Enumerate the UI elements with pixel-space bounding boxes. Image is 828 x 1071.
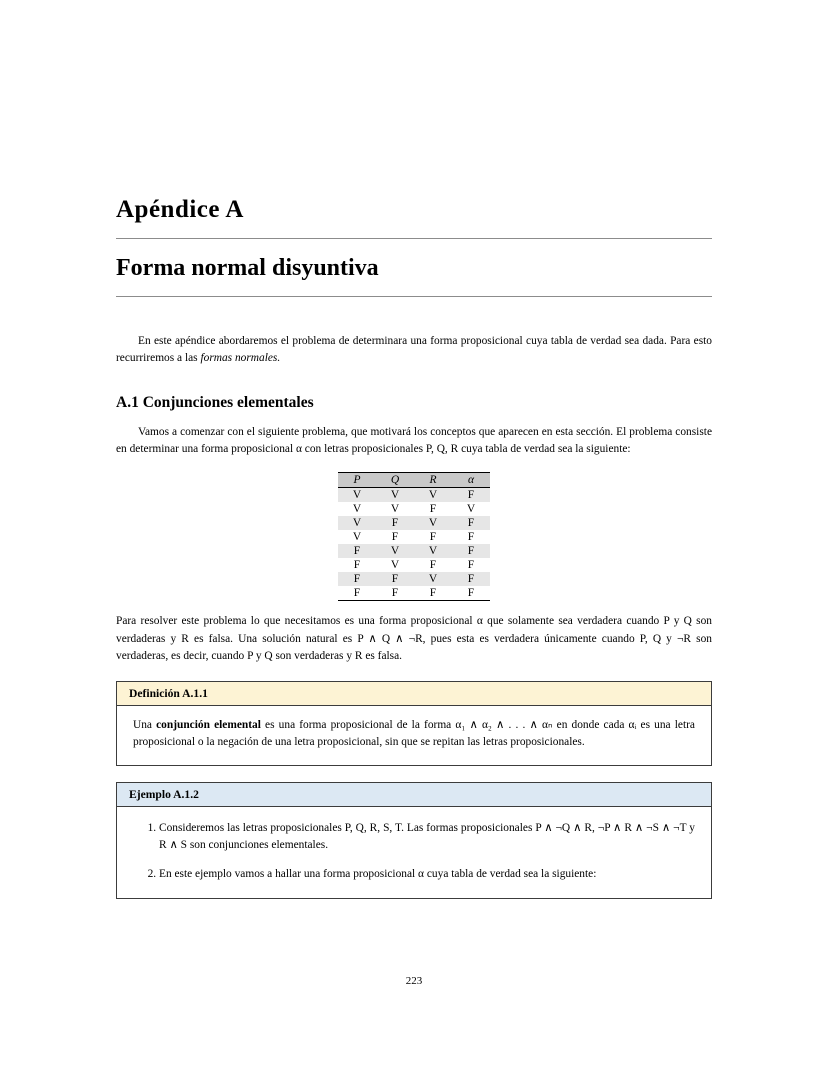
- definition-box-body: [117, 706, 711, 764]
- truth-cell: F: [376, 516, 414, 530]
- chapter-title: Forma normal disyuntiva: [116, 255, 379, 281]
- truth-cell: V: [338, 530, 376, 544]
- truth-cell: V: [376, 558, 414, 572]
- truth-cell: V: [414, 516, 452, 530]
- definition-box-header: Definición A.1.1: [117, 682, 711, 706]
- example-box: [116, 782, 712, 899]
- truth-cell: F: [414, 530, 452, 544]
- chapter-label: Apéndice A: [116, 196, 244, 223]
- truth-cell: F: [414, 558, 452, 572]
- definition-term: conjunción elemental: [156, 719, 261, 732]
- truth-table-header-cell: Q: [376, 473, 414, 488]
- truth-cell: F: [376, 572, 414, 586]
- table-row: [338, 516, 490, 530]
- truth-cell: V: [414, 572, 452, 586]
- truth-cell: F: [338, 544, 376, 558]
- table-row: [338, 530, 490, 544]
- intro-italic: formas normales.: [200, 352, 281, 365]
- example-list: [133, 820, 695, 883]
- truth-cell: V: [338, 502, 376, 516]
- truth-cell: F: [338, 558, 376, 572]
- paragraph-1: Vamos a comenzar con el siguiente problema, que motivará los conceptos que aparecen en esta sección. El problema consiste en determinar una forma proposicional α con letras proposicionales P, Q, R cuya tabla de verdad sea la siguiente:: [116, 425, 712, 455]
- truth-cell: F: [452, 488, 490, 503]
- intro-text: En este apéndice abordaremos el problema de determinara una forma proposicional cuya tabla de verdad sea dada. Para esto recurriremos a las: [116, 335, 712, 365]
- table-row: [338, 572, 490, 586]
- definition-box: [116, 681, 712, 765]
- truth-cell: V: [338, 516, 376, 530]
- truth-cell: V: [376, 544, 414, 558]
- truth-cell: V: [376, 502, 414, 516]
- list-item: 2. En este ejemplo vamos a hallar una forma proposicional α cuya tabla de verdad sea la siguiente:: [159, 866, 695, 883]
- definition-text-after: es una forma proposicional de la forma α₁ ∧ α₂ ∧ . . . ∧ αₙ en donde cada αᵢ es una letra proposicional o la negación de una letra proposicional, sin que se repitan las letras proposicionales.: [133, 719, 695, 749]
- page-content: [116, 196, 712, 899]
- page-number: 223: [405, 975, 423, 987]
- truth-table-wrapper: [116, 472, 712, 601]
- truth-cell: F: [338, 572, 376, 586]
- truth-cell: F: [452, 544, 490, 558]
- truth-cell: F: [414, 586, 452, 601]
- example-box-body: [117, 807, 711, 898]
- truth-cell: F: [452, 558, 490, 572]
- example-box-header: Ejemplo A.1.2: [117, 783, 711, 807]
- truth-cell: V: [452, 502, 490, 516]
- table-row: [338, 586, 490, 601]
- table-row: [338, 502, 490, 516]
- truth-table-header-cell: α: [452, 473, 490, 488]
- table-row: [338, 488, 490, 503]
- truth-cell: F: [414, 502, 452, 516]
- truth-table-header-cell: P: [338, 473, 376, 488]
- truth-cell: F: [338, 586, 376, 601]
- truth-cell: F: [376, 586, 414, 601]
- truth-cell: F: [452, 586, 490, 601]
- truth-table-header-row: [338, 473, 490, 488]
- divider-top: [116, 238, 712, 239]
- intro-paragraph: [116, 333, 712, 368]
- truth-cell: V: [414, 488, 452, 503]
- truth-cell: V: [376, 488, 414, 503]
- table-row: [338, 558, 490, 572]
- truth-cell: F: [452, 530, 490, 544]
- truth-cell: F: [452, 572, 490, 586]
- spacer: [116, 297, 712, 333]
- definition-text-before: Una: [133, 719, 157, 732]
- truth-cell: F: [452, 516, 490, 530]
- section-heading: A.1 Conjunciones elementales: [116, 393, 314, 411]
- truth-table: [338, 472, 490, 601]
- truth-cell: F: [376, 530, 414, 544]
- truth-cell: V: [414, 544, 452, 558]
- truth-cell: V: [338, 488, 376, 503]
- paragraph-2: Para resolver este problema lo que necesitamos es una forma proposicional α que solamente sea verdadera cuando P y Q son verdaderas y R es falsa. Una solución natural es P ∧ Q ∧ ¬R, pues esta es verdadera únicamente cuando P, Q y ¬R son verdaderas, es decir, cuando P y Q son verdaderas y R es falsa.: [116, 615, 712, 662]
- truth-table-header-cell: R: [414, 473, 452, 488]
- table-row: [338, 544, 490, 558]
- list-item: 1. Consideremos las letras proposicionales P, Q, R, S, T. Las formas proposicionales P ∧ ¬Q ∧ R, ¬P ∧ R ∧ ¬S ∧ ¬T y R ∧ S son conjunciones elementales.: [159, 820, 695, 854]
